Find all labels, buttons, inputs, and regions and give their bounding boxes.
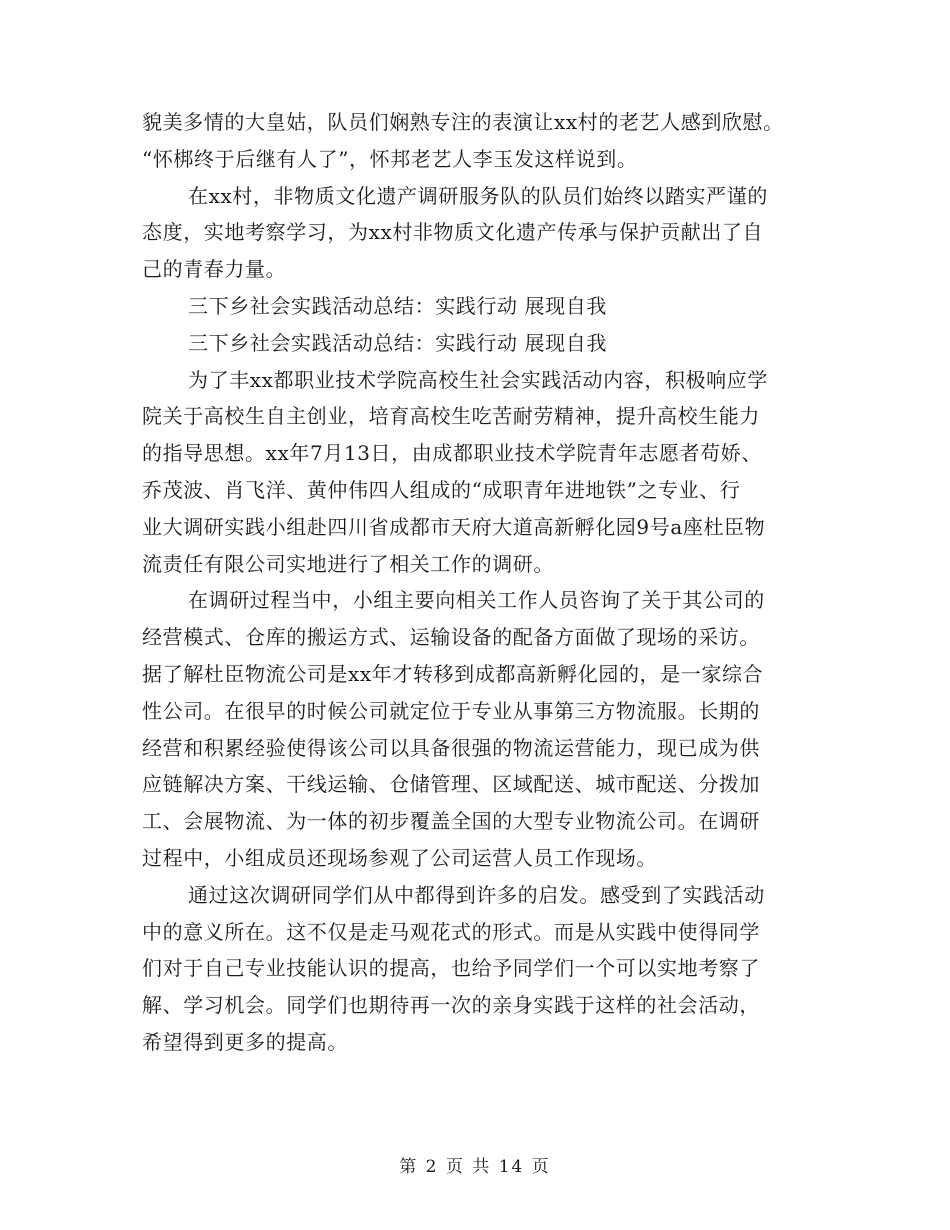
text-line: 在xx村，非物质文化遗产调研服务队的队员们始终以踏实严谨的: [188, 183, 768, 208]
text-line: 在调研过程当中，小组主要向相关工作人员咨询了关于其公司的: [188, 588, 765, 613]
text-line: “怀梆终于后继有人了”，怀邦老艺人李玉发这样说到。: [142, 146, 638, 171]
text-line: 中的意义所在。这不仅是走马观花式的形式。而是从实践中使得同学: [142, 919, 760, 944]
text-line: 为了丰xx都职业技术学院高校生社会实践活动内容，积极响应学: [188, 367, 768, 392]
text-line: 经营和积累经验使得该公司以具备很强的物流运营能力，现已成为供: [142, 735, 760, 760]
text-line: 性公司。在很早的时候公司就定位于专业从事第三方物流服。长期的: [142, 698, 760, 723]
text-line: 经营模式、仓库的搬运方式、运输设备的配备方面做了现场的采访。: [142, 625, 760, 650]
text-line: 三下乡社会实践活动总结：实践行动 展现自我: [188, 293, 607, 318]
text-line: 通过这次调研同学们从中都得到许多的启发。感受到了实践活动: [188, 882, 765, 907]
text-line: 据了解杜臣物流公司是xx年才转移到成都高新孵化园的，是一家综合: [142, 661, 764, 686]
text-line: 三下乡社会实践活动总结：实践行动 展现自我: [188, 330, 607, 355]
text-line: 流责任有限公司实地进行了相关工作的调研。: [142, 551, 554, 576]
text-line: 应链解决方案、干线运输、仓储管理、区域配送、城市配送、分拨加: [142, 772, 760, 797]
text-line: 解、学习机会。同学们也期待再一次的亲身实践于这样的社会活动，: [142, 993, 760, 1018]
text-line: 业大调研实践小组赴四川省成都市天府大道高新孵化园9号a座杜臣物: [142, 514, 766, 539]
text-line: 院关于高校生自主创业，培育高校生吃苦耐劳精神，提升高校生能力: [142, 404, 760, 429]
text-line: 貌美多情的大皇姑，队员们娴熟专注的表演让xx村的老艺人感到欣慰。: [142, 110, 784, 134]
document-body: [142, 104, 822, 1061]
page-footer: 第 2 页 共 14 页: [399, 1157, 551, 1177]
text-line: 态度，实地考察学习，为xx村非物质文化遗产传承与保护贡献出了自: [142, 220, 764, 245]
text-line: 乔茂波、肖飞洋、黄仲伟四人组成的“成职青年进地铁”之专业、行: [142, 477, 741, 502]
text-line: 们对于自己专业技能认识的提高，也给予同学们一个可以实地考察了: [142, 956, 760, 981]
text-line: 的指导思想。xx年7月13日，由成都职业技术学院青年志愿者苟娇、: [142, 441, 762, 466]
text-line: 工、会展物流、为一体的初步覆盖全国的大型专业物流公司。在调研: [142, 809, 760, 834]
text-line: 过程中，小组成员还现场参观了公司运营人员工作现场。: [142, 845, 657, 870]
text-line: 己的青春力量。: [142, 257, 287, 282]
text-line: 希望得到更多的提高。: [142, 1029, 348, 1054]
